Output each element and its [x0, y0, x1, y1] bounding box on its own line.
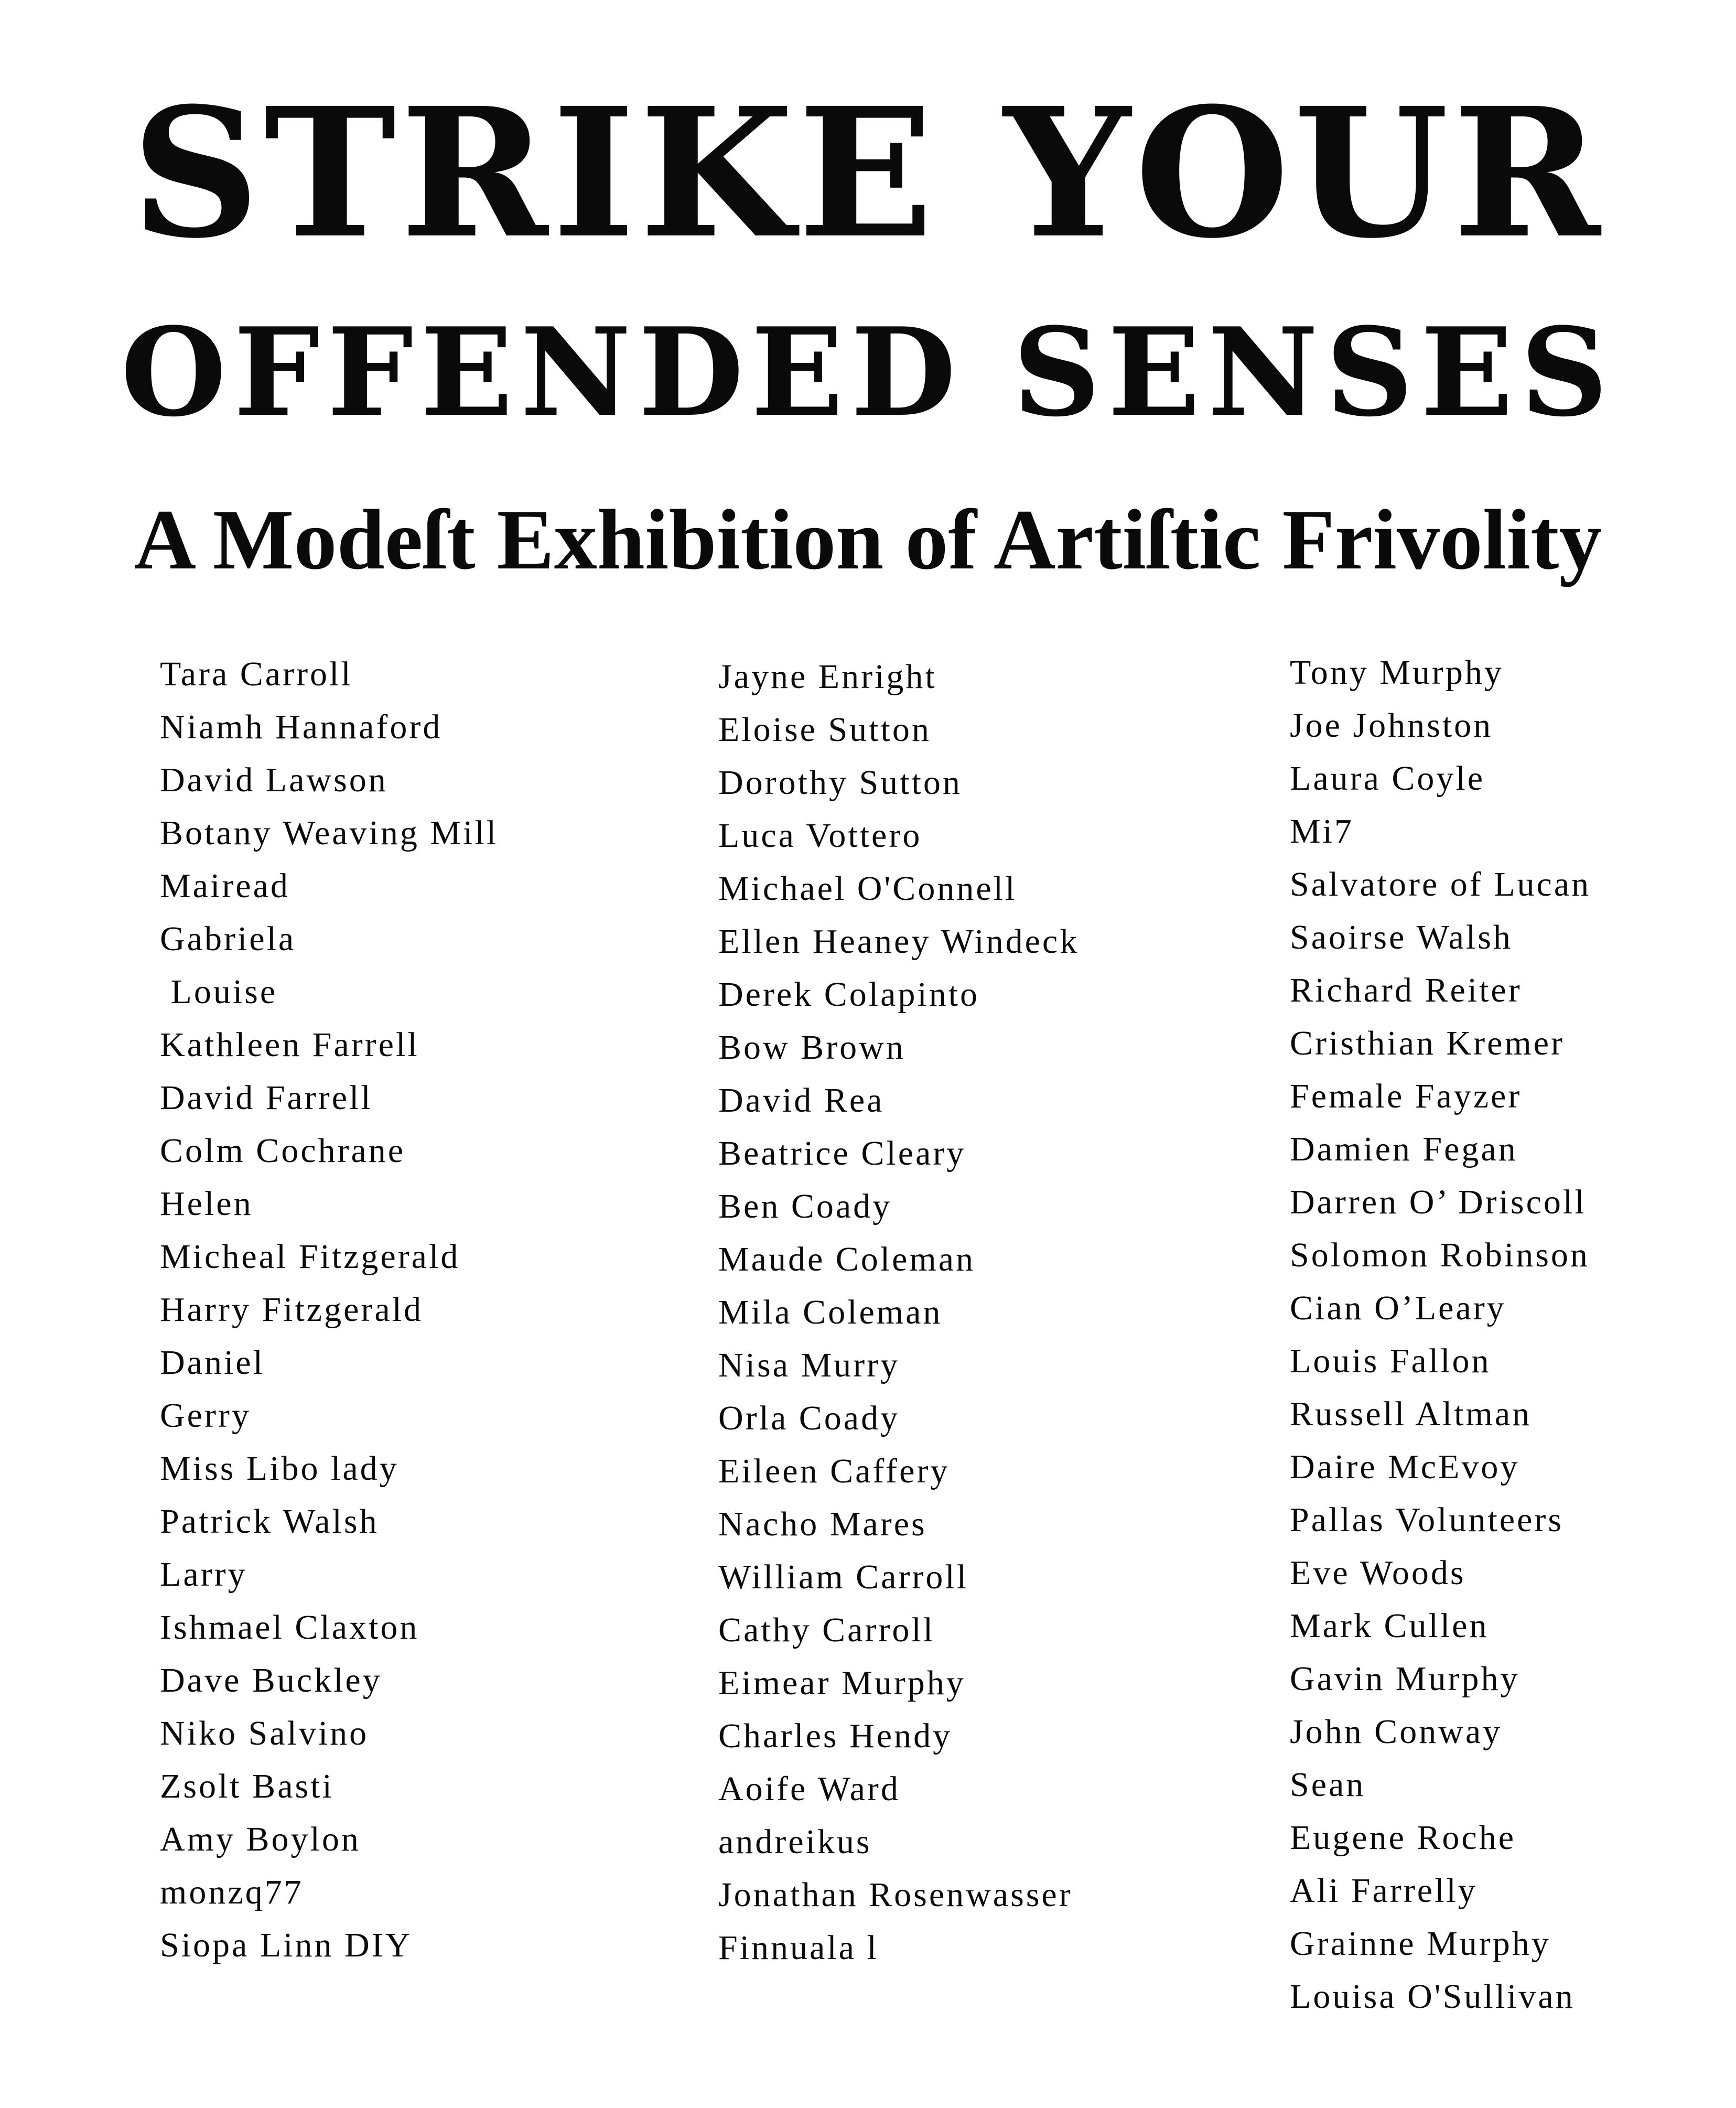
artist-name: Cristhian Kremer [1290, 1024, 1565, 1062]
artist-name: Daniel [160, 1343, 265, 1382]
artist-name: monzq77 [160, 1873, 304, 1911]
artist-name: Eve Woods [1290, 1554, 1466, 1592]
artist-name: Colm Cochrane [160, 1132, 406, 1170]
artist-name: Gerry [160, 1396, 251, 1435]
artist-name: Jayne Enright [718, 658, 937, 696]
artist-name: David Rea [718, 1081, 885, 1120]
artist-name: Ali Farrelly [1290, 1872, 1478, 1910]
artist-name: Siopa Linn DIY [160, 1926, 413, 1964]
artist-name: Gabriela [160, 920, 296, 958]
artist-name: Mila Coleman [718, 1293, 943, 1331]
artist-name: Louis Fallon [1290, 1342, 1491, 1380]
artist-name: Ishmael Claxton [160, 1608, 419, 1647]
artist-name: David Lawson [160, 761, 388, 799]
artist-name: Zsolt Basti [160, 1767, 334, 1805]
artist-name: Eloise Sutton [718, 711, 931, 749]
artist-name: Michael O'Connell [718, 869, 1017, 908]
artist-name: Russell Altman [1290, 1395, 1532, 1433]
artist-name: Cian O’Leary [1290, 1289, 1506, 1327]
artist-name: Eugene Roche [1290, 1819, 1516, 1857]
artist-name: Ellen Heaney Windeck [718, 922, 1080, 961]
artist-name: Pallas Volunteers [1290, 1501, 1564, 1539]
artist-name: Darren O’ Driscoll [1290, 1183, 1587, 1221]
artist-name: Saoirse Walsh [1290, 918, 1513, 956]
artist-name: Botany Weaving Mill [160, 814, 499, 852]
artist-name: Nisa Murry [718, 1346, 900, 1384]
artist-name: Bow Brown [718, 1028, 905, 1067]
artist-name: Amy Boylon [160, 1820, 361, 1858]
artist-name: Grainne Murphy [1290, 1924, 1551, 1963]
artist-name: Tony Murphy [1290, 653, 1504, 692]
artist-name: Niamh Hannaford [160, 708, 443, 746]
artist-name: Nacho Mares [718, 1505, 927, 1543]
artist-name: Beatrice Cleary [718, 1134, 966, 1173]
artist-name: Niko Salvino [160, 1714, 369, 1752]
artist-name: Female Fayzer [1290, 1077, 1522, 1115]
artist-name: Finnuala l [718, 1929, 879, 1967]
artist-name: Eileen Caffery [718, 1452, 950, 1490]
artist-name: Jonathan Rosenwasser [718, 1876, 1073, 1914]
artist-name: Louise [160, 973, 278, 1011]
artist-name: Tara Carroll [160, 655, 353, 693]
artist-name: John Conway [1290, 1713, 1503, 1751]
title-line-2: OFFENDED SENSES [121, 301, 1615, 444]
artist-name: Louisa O'Sullivan [1290, 1977, 1575, 2016]
artist-name: Damien Fegan [1290, 1130, 1518, 1168]
artist-name: Derek Colapinto [718, 975, 980, 1014]
name-column-1 [160, 648, 498, 1972]
artist-name: Dorothy Sutton [718, 763, 962, 802]
artist-name: Aoife Ward [718, 1770, 900, 1808]
artist-name: Larry [160, 1555, 247, 1594]
artist-name: Sean [1290, 1766, 1366, 1804]
artist-name: Miss Libo lady [160, 1449, 399, 1488]
artist-name: Ben Coady [718, 1187, 892, 1225]
artist-name: Eimear Murphy [718, 1664, 966, 1702]
artist-name: Luca Vottero [718, 816, 922, 855]
artist-name: Patrick Walsh [160, 1502, 379, 1541]
name-column-2 [718, 650, 1079, 1974]
artist-name: William Carroll [718, 1558, 969, 1596]
artist-name: Mi7 [1290, 812, 1354, 851]
artist-name: Maude Coleman [718, 1240, 976, 1278]
artist-name: Richard Reiter [1290, 971, 1522, 1009]
artist-name: Micheal Fitzgerald [160, 1238, 460, 1276]
artist-name: Laura Coyle [1290, 759, 1485, 798]
artist-name: Joe Johnston [1290, 706, 1493, 745]
title-line-1: STRIKE YOUR [131, 69, 1605, 277]
artist-name: Cathy Carroll [718, 1611, 935, 1649]
artist-name: Mark Cullen [1290, 1607, 1489, 1645]
artist-name: Charles Hendy [718, 1717, 953, 1755]
artist-name: Mairead [160, 867, 290, 905]
artist-name: David Farrell [160, 1079, 373, 1117]
name-column-3 [1290, 646, 1591, 2023]
artist-name: Dave Buckley [160, 1661, 382, 1700]
artist-name: andreikus [718, 1823, 872, 1861]
artist-name: Helen [160, 1185, 253, 1223]
artist-name: Harry Fitzgerald [160, 1290, 423, 1329]
artist-name: Daire McEvoy [1290, 1448, 1520, 1486]
artist-name: Orla Coady [718, 1399, 900, 1437]
artist-name: Gavin Murphy [1290, 1660, 1520, 1698]
artist-name: Kathleen Farrell [160, 1026, 419, 1064]
subtitle: A Modeſt Exhibition of Artiſtic Frivolity [134, 492, 1602, 587]
artist-name: Solomon Robinson [1290, 1236, 1590, 1274]
artist-name: Salvatore of Lucan [1290, 865, 1591, 904]
